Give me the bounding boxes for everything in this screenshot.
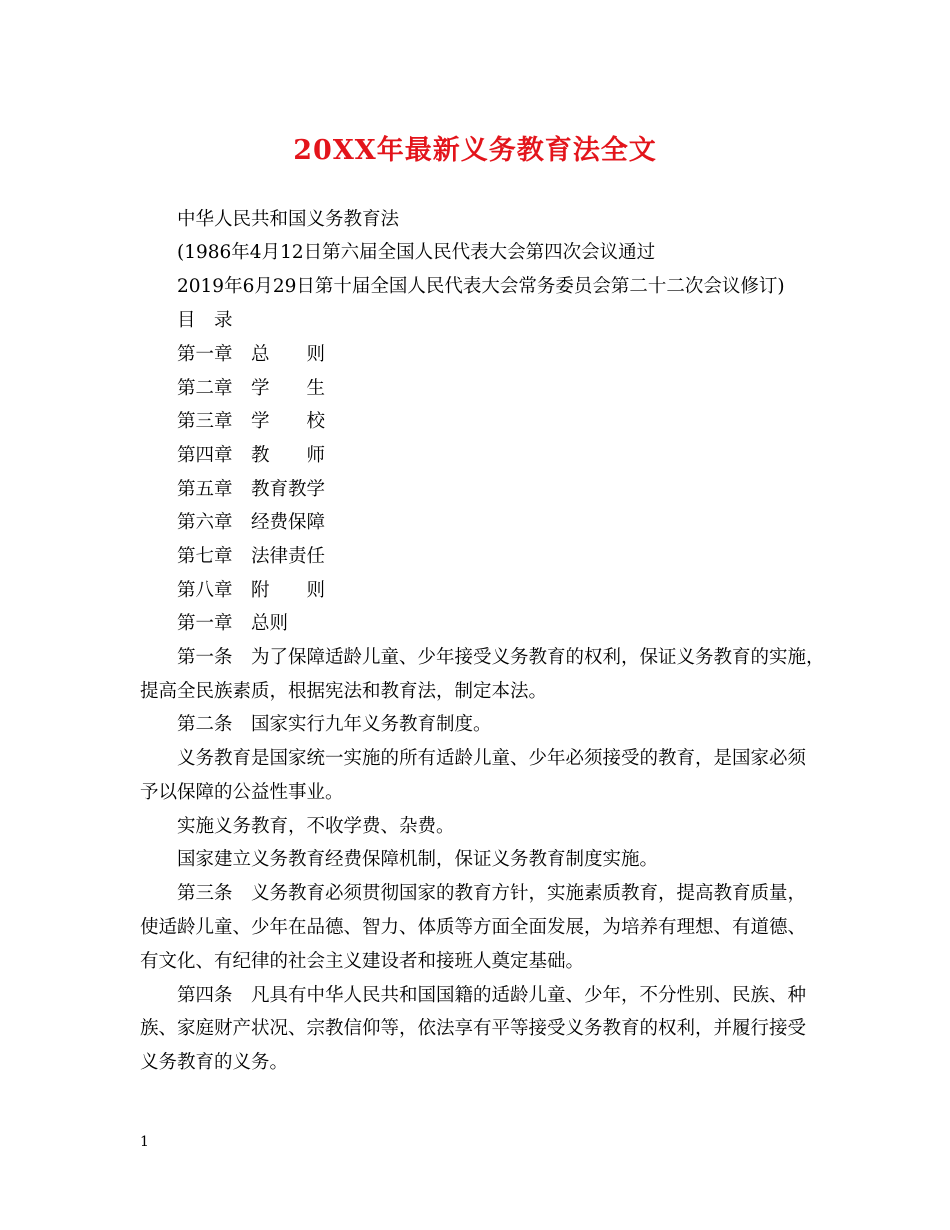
article-text: 有文化、有纪律的社会主义建设者和接班人奠定基础。 xyxy=(140,951,585,972)
document-title: 20XX年最新义务教育法全文 xyxy=(293,135,657,166)
paragraph-text: 予以保障的公益性事业。 xyxy=(140,782,344,803)
adoption-note: (1986年4月12日第六届全国人民代表大会第四次会议通过 xyxy=(177,242,656,263)
toc-item: 第二章 学 生 xyxy=(177,378,326,399)
toc-item: 第四章 教 师 xyxy=(177,445,326,466)
page-number: 1 xyxy=(140,1134,149,1150)
toc-item: 第八章 附 则 xyxy=(177,580,326,601)
toc-item: 第一章 总 则 xyxy=(177,344,326,365)
article-text: 使适龄儿童、少年在品德、智力、体质等方面全面发展，为培养有理想、有道德、 xyxy=(140,917,807,938)
paragraph-text: 实施义务教育，不收学费、杂费。 xyxy=(177,816,455,837)
article-text: 族、家庭财产状况、宗教信仰等，依法享有平等接受义务教育的权利，并履行接受 xyxy=(140,1018,807,1039)
toc-item: 第五章 教育教学 xyxy=(177,479,326,500)
toc-item: 第六章 经费保障 xyxy=(177,512,326,533)
paragraph-text: 义务教育是国家统一实施的所有适龄儿童、少年必须接受的教育，是国家必须 xyxy=(177,748,807,769)
paragraph-text: 国家建立义务教育经费保障机制，保证义务教育制度实施。 xyxy=(177,849,659,870)
toc-item: 第三章 学 校 xyxy=(177,411,326,432)
article-text: 第三条 义务教育必须贯彻国家的教育方针，实施素质教育，提高教育质量， xyxy=(177,883,807,904)
article-text: 第四条 凡具有中华人民共和国国籍的适龄儿童、少年，不分性别、民族、种 xyxy=(177,985,807,1006)
toc-item: 第七章 法律责任 xyxy=(177,546,326,567)
article-text: 第一条 为了保障适龄儿童、少年接受义务教育的权利，保证义务教育的实施， xyxy=(177,647,825,668)
law-name: 中华人民共和国义务教育法 xyxy=(177,209,400,230)
revision-note: 2019年6月29日第十届全国人民代表大会常务委员会第二十二次会议修订) xyxy=(177,276,785,297)
chapter-heading: 第一章 总则 xyxy=(177,613,289,634)
article-text: 第二条 国家实行九年义务教育制度。 xyxy=(177,714,492,735)
article-text: 义务教育的义务。 xyxy=(140,1052,289,1073)
toc-heading: 目 录 xyxy=(177,310,233,331)
article-text: 提高全民族素质，根据宪法和教育法，制定本法。 xyxy=(140,681,548,702)
